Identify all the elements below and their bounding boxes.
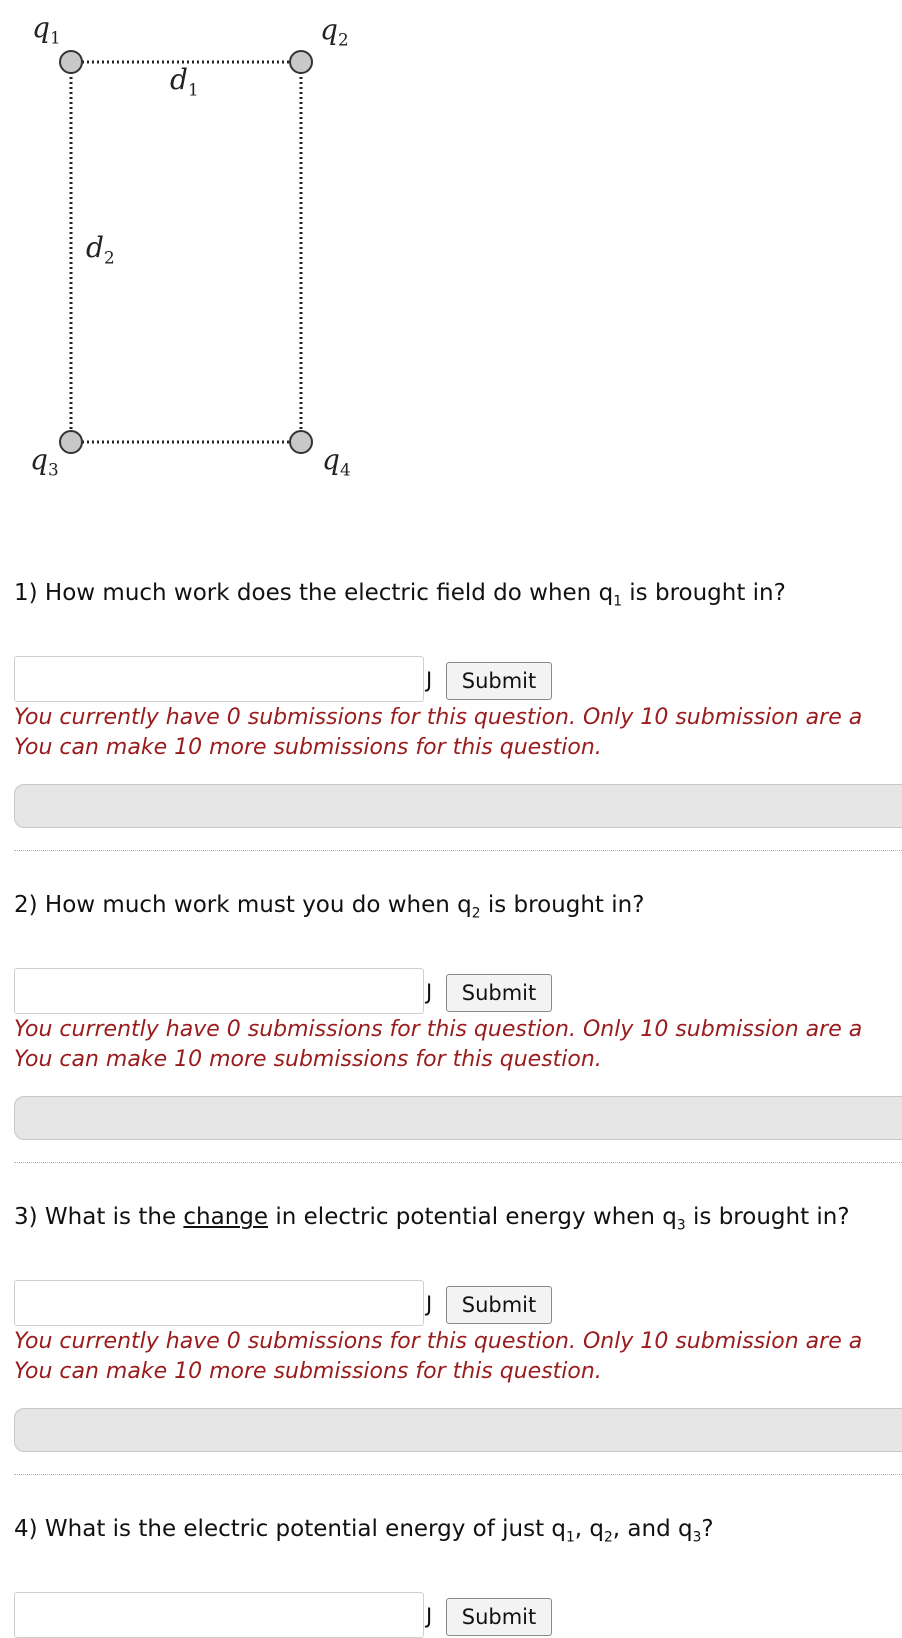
feedback-bar-3	[14, 1408, 902, 1452]
divider-2	[14, 1162, 902, 1163]
answer-input-3[interactable]	[14, 1280, 424, 1326]
submission-notice-3: You currently have 0 submissions for this question. Only 10 submission are a You can make 10 more submissions for this question.	[14, 1329, 863, 1384]
question-1: 1) How much work does the electric field do when $q_1$ is brought in?	[14, 580, 786, 610]
charge-q3-dot	[60, 431, 82, 453]
unit-label-2: J	[426, 980, 433, 1004]
question-4: 4) What is the electric potential energy of just $q_1$, $q_2$, and $q_3$?	[14, 1516, 714, 1546]
label-d2: $d_2$	[86, 231, 115, 268]
feedback-bar-1	[14, 784, 902, 828]
charge-q1-dot	[60, 51, 82, 73]
submit-button-3[interactable]: Submit	[446, 1286, 552, 1324]
label-q1: $q_1$	[32, 11, 61, 48]
unit-label-3: J	[426, 1292, 433, 1316]
charge-q4-dot	[290, 431, 312, 453]
label-q4: $q_4$	[322, 443, 351, 480]
submission-notice-1: You currently have 0 submissions for this question. Only 10 submission are a You can make 10 more submissions for this question.	[14, 705, 863, 760]
unit-label-1: J	[426, 668, 433, 692]
charge-q2-dot	[290, 51, 312, 73]
answer-input-4[interactable]	[14, 1592, 424, 1638]
question-3: 3) What is the change in electric potential energy when $q_3$ is brought in?	[14, 1204, 850, 1234]
submission-notice-2: You currently have 0 submissions for this question. Only 10 submission are a You can make 10 more submissions for this question.	[14, 1017, 863, 1072]
charge-rectangle-svg	[0, 0, 420, 500]
label-q2: $q_2$	[320, 13, 349, 50]
submit-button-2[interactable]: Submit	[446, 974, 552, 1012]
feedback-bar-2	[14, 1096, 902, 1140]
submit-button-4[interactable]: Submit	[446, 1598, 552, 1636]
divider-3	[14, 1474, 902, 1475]
label-q3: $q_3$	[30, 443, 59, 480]
answer-input-1[interactable]	[14, 656, 424, 702]
label-d1: $d_1$	[170, 63, 199, 100]
submit-button-1[interactable]: Submit	[446, 662, 552, 700]
unit-label-4: J	[426, 1604, 433, 1628]
charge-diagram	[0, 0, 420, 500]
divider-1	[14, 850, 902, 851]
question-2: 2) How much work must you do when $q_2$ is brought in?	[14, 892, 645, 922]
answer-input-2[interactable]	[14, 968, 424, 1014]
